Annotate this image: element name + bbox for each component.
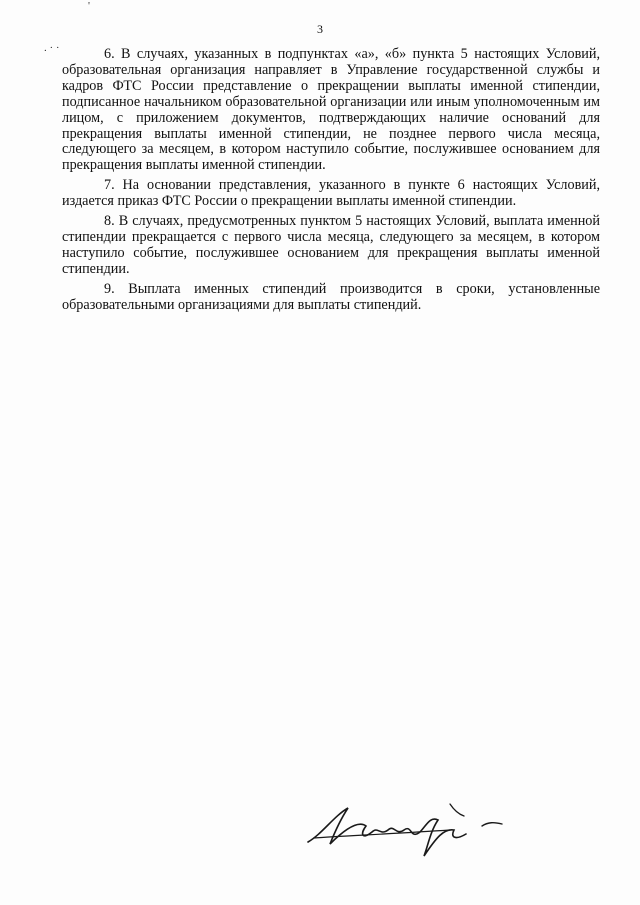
scan-artifact: ': [88, 0, 90, 12]
document-body: [62, 47, 600, 318]
scan-artifact: . · ·: [44, 42, 60, 54]
paragraph-6: 6. В случаях, указанных в подпунктах «а», «б» пункта 5 настоящих Условий, образовательная организация направляет в Управление государственной службы и кадров ФТС России представление о прекращении выплаты именной стипендии, подписанное начальником образовательной организации или иным уполномоченным им лицом, с приложением документов, подтверждающих наличие оснований для прекращения выплаты именной стипендии, не позднее первого числа месяца, следующего за месяцем, в котором наступило событие, послужившее основанием для прекращения выплаты именной стипендии.: [62, 46, 600, 174]
handwritten-signature: [300, 790, 520, 860]
paragraph-8: 8. В случаях, предусмотренных пунктом 5 настоящих Условий, выплата именной стипендии прекращается с первого числа месяца, следующего за месяцем, в котором наступило событие, послужившее основанием для прекращения выплаты именной стипендии.: [62, 213, 600, 277]
paragraph-7: 7. На основании представления, указанного в пункте 6 настоящих Условий, издается приказ ФТС России о прекращении выплаты именной стипендии.: [62, 177, 600, 210]
page-number: 3: [317, 22, 323, 36]
paragraph-9: 9. Выплата именных стипендий производится в сроки, установленные образовательными организациями для выплаты стипендий.: [62, 280, 600, 313]
